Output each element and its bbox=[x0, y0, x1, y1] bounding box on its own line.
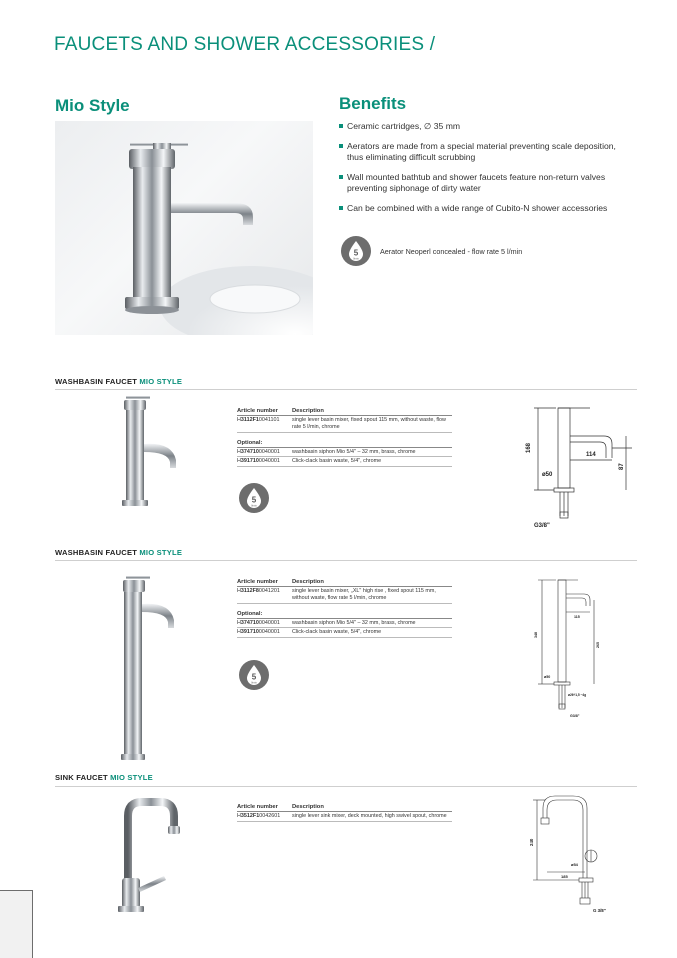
flow-rate-badge-icon bbox=[239, 483, 269, 513]
spec-table-3 bbox=[237, 804, 452, 822]
hero-faucet-illustration bbox=[55, 121, 313, 335]
aerator-note bbox=[341, 236, 522, 266]
article-description: washbasin siphon Mio 5/4" – 32 mm, brass, chrome bbox=[292, 619, 416, 626]
section-title-text: WASHBASIN FAUCET bbox=[55, 377, 138, 386]
section-title-sink bbox=[55, 773, 153, 782]
article-description: single lever basin mixer, „XL" high rise , fixed spout 115 mm, without waste, flow rate 5 l/min, chrome bbox=[292, 588, 436, 601]
badge-number: 5 bbox=[353, 248, 359, 258]
article-description: single lever basin mixer, fixed spout 115 mm, without waste, flow rate 5 l/min, chrome bbox=[292, 417, 446, 430]
spec-row bbox=[237, 628, 452, 638]
spec-row bbox=[237, 587, 452, 604]
page-title: FAUCETS AND SHOWER ACCESSORIES / bbox=[54, 34, 436, 55]
article-number: H3112F80041201 bbox=[237, 588, 280, 594]
dim-spout: 115 bbox=[574, 615, 580, 619]
article-number: H3747100040001 bbox=[237, 448, 280, 455]
spec-row bbox=[237, 619, 452, 629]
dim-hole: ø26÷1,5 ~4g bbox=[568, 693, 587, 697]
washbasin-faucet-image bbox=[118, 392, 184, 515]
article-number: H3917100040001 bbox=[237, 629, 280, 636]
dim-base: ø50 bbox=[544, 675, 551, 679]
description-header: Description bbox=[292, 408, 324, 414]
flow-rate-badge bbox=[239, 483, 269, 513]
article-number: H3917100040001 bbox=[237, 458, 280, 465]
section-title-accent: MIO STYLE bbox=[139, 548, 183, 557]
article-number-header: Article number bbox=[237, 804, 278, 810]
benefit-item: Aerators are made from a special material preventing scale deposition, thus eliminating difficult scrubbing bbox=[339, 141, 629, 163]
article-number: H3512F10042601 bbox=[237, 813, 281, 819]
spec-row bbox=[237, 416, 452, 433]
section-title-text: SINK FAUCET bbox=[55, 773, 108, 782]
article-description: Click-clack basin waste, 5/4", chrome bbox=[292, 629, 382, 636]
dim-spout: 114 bbox=[586, 452, 596, 458]
hero-faucet-photo bbox=[55, 121, 313, 335]
section-divider bbox=[55, 786, 637, 787]
section-title-washbasin-2 bbox=[55, 548, 182, 557]
page-corner-tab bbox=[0, 890, 33, 958]
technical-drawing-1 bbox=[520, 398, 635, 538]
dim-height: 348 bbox=[534, 632, 538, 638]
benefits-list bbox=[339, 121, 629, 223]
benefit-item: Ceramic cartridges, ∅ 35 mm bbox=[339, 121, 629, 132]
article-number: H3112F10041101 bbox=[237, 417, 280, 423]
dim-base: ø50 bbox=[542, 472, 553, 478]
benefit-item: Wall mounted bathtub and shower faucets feature non-return valves preventing siphonage of dirty water bbox=[339, 172, 629, 194]
section-title-accent: MIO STYLE bbox=[110, 773, 153, 782]
dim-height: 240 bbox=[529, 838, 534, 846]
svg-text:5: 5 bbox=[251, 495, 257, 505]
article-description: washbasin siphon Mio 5/4" – 32 mm, brass, chrome bbox=[292, 448, 416, 455]
mio-style-heading: Mio Style bbox=[55, 96, 130, 115]
flow-rate-badge-icon bbox=[239, 660, 269, 690]
article-description: single lever sink mixer, deck mounted, high swivel spout, chrome bbox=[292, 813, 447, 819]
spec-table-2 bbox=[237, 579, 452, 638]
sink-faucet-image bbox=[108, 796, 188, 923]
dim-thread: G 3/8" bbox=[593, 908, 606, 913]
dim-depth: 87 bbox=[619, 463, 625, 470]
flow-rate-badge-icon bbox=[341, 236, 371, 266]
section-title-accent: MIO STYLE bbox=[139, 377, 183, 386]
section-title-washbasin-1 bbox=[55, 377, 182, 386]
dim-thread: G3/8" bbox=[570, 714, 580, 718]
benefit-item: Can be combined with a wide range of Cubito-N shower accessories bbox=[339, 203, 629, 214]
technical-drawing-2 bbox=[528, 572, 613, 727]
technical-drawing-3 bbox=[525, 794, 620, 921]
spec-row bbox=[237, 812, 452, 822]
dim-thread: G3/8" bbox=[534, 523, 550, 529]
aerator-caption: Aerator Neoperl concealed - flow rate 5 l/min bbox=[380, 246, 523, 256]
badge-unit: l/min bbox=[353, 257, 359, 261]
optional-label: Optional: bbox=[237, 611, 452, 619]
dim-depth: 265 bbox=[596, 642, 600, 648]
flow-rate-badge bbox=[239, 660, 269, 690]
benefits-heading: Benefits bbox=[339, 94, 407, 113]
description-header: Description bbox=[292, 579, 324, 585]
article-number-header: Article number bbox=[237, 408, 278, 414]
optional-label: Optional: bbox=[237, 440, 452, 448]
description-header: Description bbox=[292, 804, 324, 810]
section-divider bbox=[55, 560, 637, 561]
dim-height: 168 bbox=[526, 442, 532, 453]
article-number-header: Article number bbox=[237, 579, 278, 585]
section-title-text: WASHBASIN FAUCET bbox=[55, 548, 138, 557]
dim-reach: 185 bbox=[561, 874, 568, 879]
svg-text:l/min: l/min bbox=[251, 681, 257, 685]
article-number: H3747100040001 bbox=[237, 619, 280, 626]
washbasin-faucet-xl-image bbox=[118, 572, 184, 769]
article-description: Click-clack basin waste, 5/4", chrome bbox=[292, 458, 382, 465]
section-divider bbox=[55, 389, 637, 390]
spec-row bbox=[237, 448, 452, 458]
dim-base: ø54 bbox=[571, 862, 578, 867]
svg-text:5: 5 bbox=[251, 672, 257, 682]
spec-row bbox=[237, 457, 452, 467]
spec-table-1 bbox=[237, 408, 452, 467]
svg-text:l/min: l/min bbox=[251, 504, 257, 508]
